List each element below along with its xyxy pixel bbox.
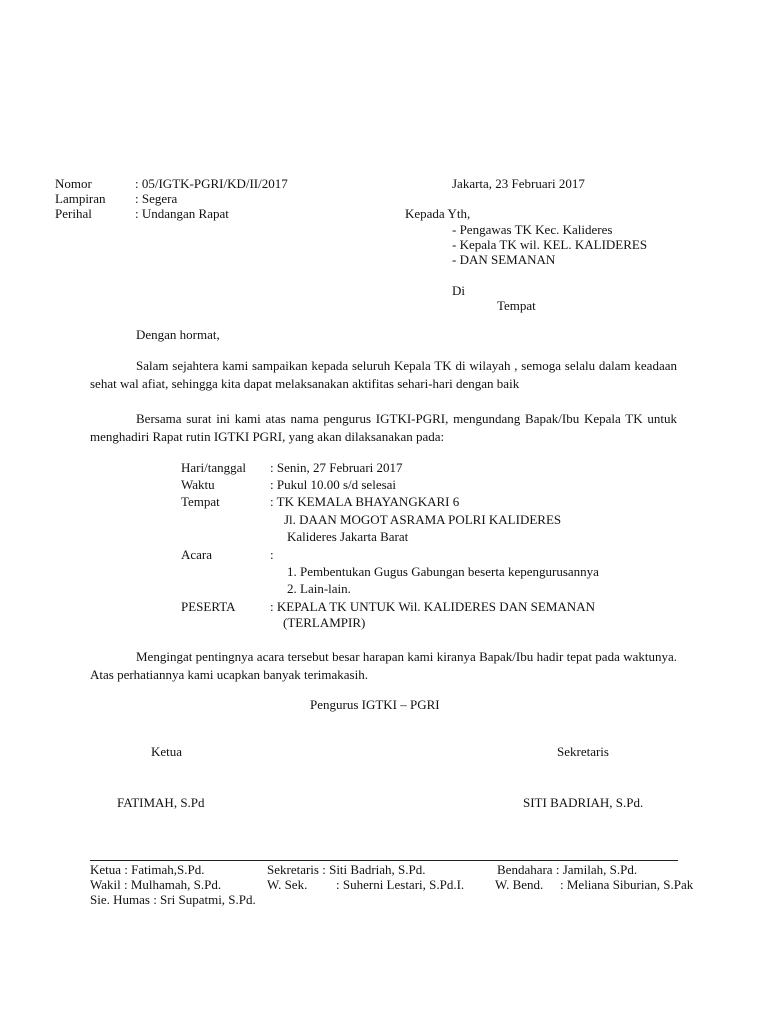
paragraph-closing-text: Mengingat pentingnya acara tersebut besar harapan kami kiranya Bapak/Ibu hadir tepat pada waktunya. Atas perhatiannya kami ucapkan banyak terimakasih.	[90, 649, 677, 682]
paragraph-closing	[90, 648, 677, 684]
tempat-address: Jl. DAAN MOGOT ASRAMA POLRI KALIDERES	[284, 512, 562, 527]
tempat-city: Kalideres Jakarta Barat	[287, 529, 409, 544]
ketua-name: FATIMAH, S.Pd	[117, 795, 205, 810]
paragraph-opening	[90, 357, 677, 393]
recipient-to: Kepada Yth,	[405, 206, 471, 221]
peserta-value: : KEPALA TK UNTUK Wil. KALIDERES DAN SEMANAN	[270, 599, 595, 614]
waktu-label: Waktu	[181, 477, 215, 492]
recipient-di: Di	[452, 283, 465, 298]
sekretaris-title: Sekretaris	[557, 744, 609, 759]
paragraph-invitation-text: Bersama surat ini kami atas nama pengurus IGTKI-PGRI, mengundang Bapak/Ibu Kepala TK untuk menghadiri Rapat rutin IGTKI PGRI, yang akan dilaksanakan pada:	[90, 411, 677, 444]
paragraph-opening-text: Salam sejahtera kami sampaikan kepada seluruh Kepala TK di wilayah , semoga selalu dalam keadaan sehat wal afiat, sehingga kita dapat melaksanakan aktifitas sehari-hari dengan baik	[90, 358, 677, 391]
footer-wsek-value: : Suherni Lestari, S.Pd.I.	[336, 877, 465, 892]
sekretaris-name: SITI BADRIAH, S.Pd.	[523, 795, 644, 810]
footer-wsek-label: W. Sek.	[267, 877, 308, 892]
hari-label: Hari/tanggal	[181, 460, 246, 475]
greeting: Dengan hormat,	[136, 327, 220, 342]
peserta-label: PESERTA	[181, 599, 236, 614]
recipient-item: - Pengawas TK Kec. Kalideres	[452, 222, 613, 237]
footer-sekretaris: Sekretaris : Siti Badriah, S.Pd.	[267, 862, 426, 877]
paragraph-invitation	[90, 410, 677, 446]
signature-org: Pengurus IGTKI – PGRI	[310, 697, 440, 712]
waktu-value: : Pukul 10.00 s/d selesai	[270, 477, 397, 492]
footer-wbend-value: : Meliana Siburian, S.Pak	[560, 877, 694, 892]
nomor-value: : 05/IGTK-PGRI/KD/II/2017	[135, 176, 288, 191]
footer-wbend-label: W. Bend.	[495, 877, 544, 892]
perihal-label: Perihal	[55, 206, 92, 221]
recipient-tempat: Tempat	[497, 298, 536, 313]
acara-value: :	[270, 547, 274, 562]
footer-divider	[90, 860, 678, 861]
footer-bendahara: Bendahara : Jamilah, S.Pd.	[497, 862, 638, 877]
tempat-label: Tempat	[181, 494, 220, 509]
lampiran-value: : Segera	[135, 191, 178, 206]
footer-ketua: Ketua : Fatimah,S.Pd.	[90, 862, 205, 877]
lampiran-label: Lampiran	[55, 191, 106, 206]
footer-wakil: Wakil : Mulhamah, S.Pd.	[90, 877, 222, 892]
acara-item: 1. Pembentukan Gugus Gabungan beserta kepengurusannya	[287, 564, 599, 579]
recipient-item: - DAN SEMANAN	[452, 252, 556, 267]
acara-label: Acara	[181, 547, 213, 562]
footer-humas: Sie. Humas : Sri Supatmi, S.Pd.	[90, 892, 256, 907]
peserta-note: (TERLAMPIR)	[283, 615, 366, 630]
nomor-label: Nomor	[55, 176, 92, 191]
recipient-item: - Kepala TK wil. KEL. KALIDERES	[452, 237, 648, 252]
tempat-value: : TK KEMALA BHAYANGKARI 6	[270, 494, 460, 509]
acara-item: 2. Lain-lain.	[287, 581, 351, 596]
perihal-value: : Undangan Rapat	[135, 206, 229, 221]
ketua-title: Ketua	[151, 744, 183, 759]
hari-value: : Senin, 27 Februari 2017	[270, 460, 403, 475]
letter-date: Jakarta, 23 Februari 2017	[452, 176, 585, 191]
